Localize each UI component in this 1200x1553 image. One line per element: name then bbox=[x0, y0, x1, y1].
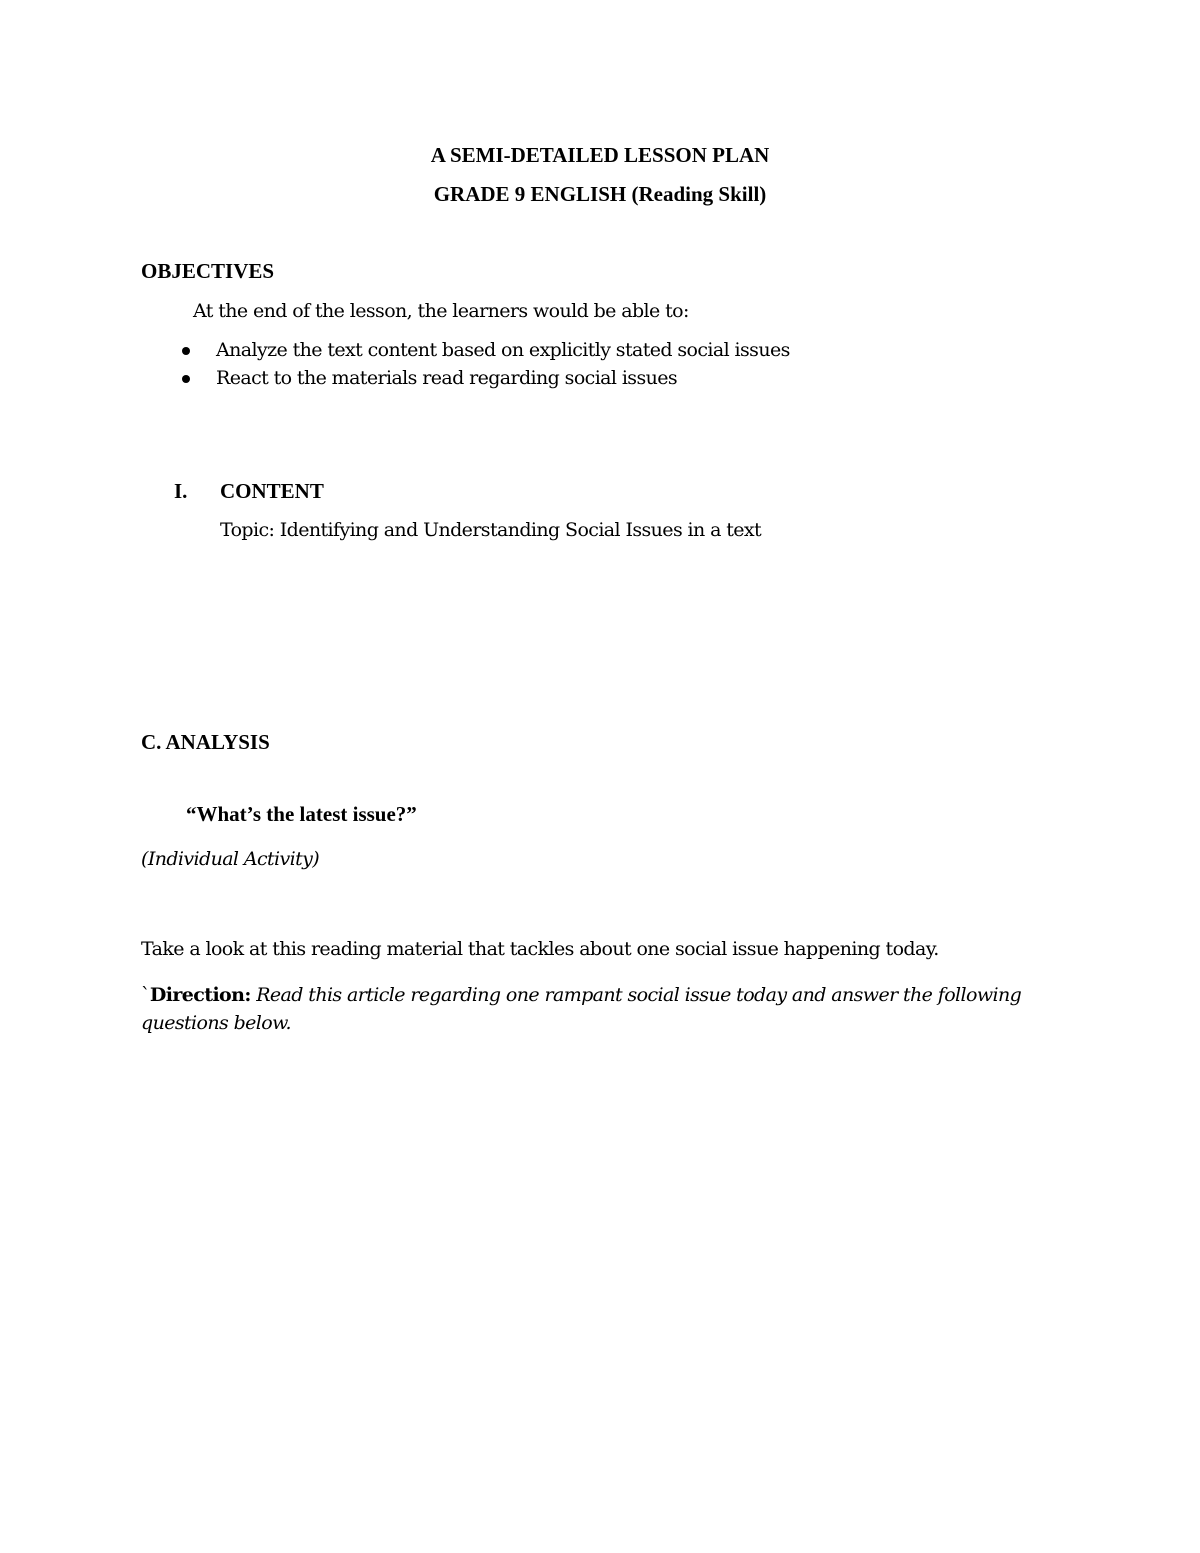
content-heading: CONTENT bbox=[220, 479, 324, 503]
direction-line-2: questions below. bbox=[141, 1012, 291, 1034]
direction-label: Direction: bbox=[149, 984, 251, 1006]
objective-item: React to the materials read regarding social issues bbox=[216, 367, 678, 389]
activity-title: “What’s the latest issue?” bbox=[186, 802, 417, 826]
content-numeral: I. bbox=[174, 479, 188, 503]
objectives-heading: OBJECTIVES bbox=[141, 259, 275, 283]
title-line-2: GRADE 9 ENGLISH (Reading Skill) bbox=[433, 182, 767, 206]
title-line-1: A SEMI-DETAILED LESSON PLAN bbox=[430, 143, 770, 167]
analysis-heading: C. ANALYSIS bbox=[141, 730, 270, 754]
bullet-icon bbox=[182, 347, 190, 355]
objectives-intro: At the end of the lesson, the learners would be able to: bbox=[193, 300, 689, 322]
direction-text-1: Read this article regarding one rampant social issue today and answer the following bbox=[250, 984, 1022, 1006]
direction-line-1 bbox=[141, 984, 1021, 1006]
bullet-icon bbox=[182, 375, 190, 383]
activity-type: (Individual Activity) bbox=[141, 848, 320, 870]
objective-item: Analyze the text content based on explicitly stated social issues bbox=[216, 339, 790, 361]
analysis-intro: Take a look at this reading material that tackles about one social issue happening today. bbox=[141, 938, 939, 960]
content-topic: Topic: Identifying and Understanding Social Issues in a text bbox=[220, 519, 762, 541]
direction-prefix: ` bbox=[141, 984, 150, 1006]
